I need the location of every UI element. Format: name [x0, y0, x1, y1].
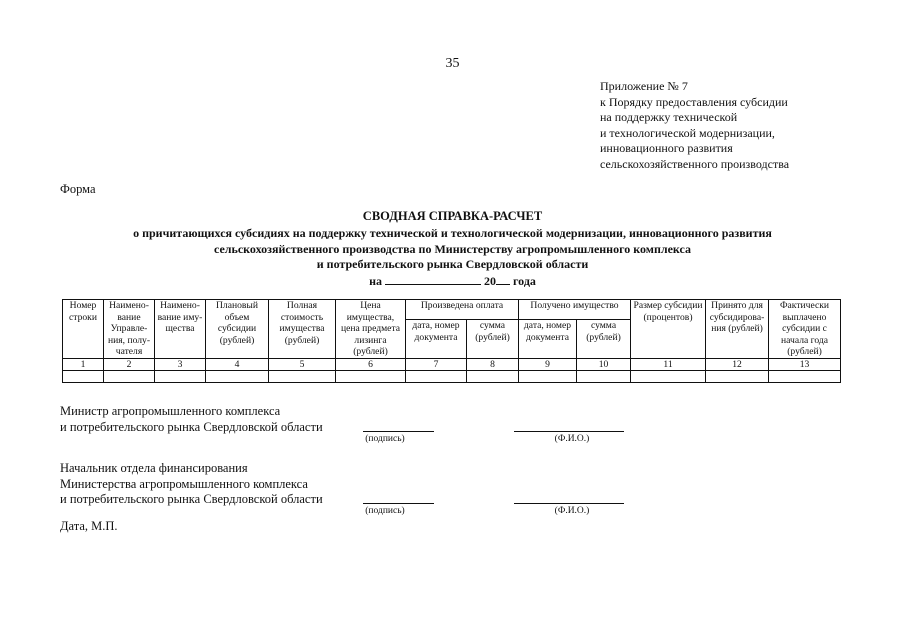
table-row: [63, 370, 841, 382]
header-received-sum: сумма (рублей): [577, 320, 631, 358]
appendix-note: [600, 79, 789, 172]
document-title: СВОДНАЯ СПРАВКА-РАСЧЕТ: [362, 209, 543, 223]
subtitle-line: и потребительского рынка Свердловской области: [316, 257, 589, 271]
subtitle-line: о причитающихся субсидиях на поддержку технической и технологической модернизации, инновационного развития: [133, 226, 772, 240]
header-leasing-price: Цена имущества, цена предмета лизинга (рублей): [336, 300, 406, 359]
table-cell[interactable]: [631, 370, 706, 382]
signature-field[interactable]: [363, 431, 434, 432]
date-prefix: на: [369, 273, 383, 288]
column-number: 2: [104, 358, 155, 370]
signatory-minister: [60, 404, 323, 435]
header-payment-date-doc: дата, номер документа: [406, 320, 467, 358]
appendix-line: инновационного развития: [600, 141, 733, 155]
header-planned-subsidy: Плановый объем субсидии (рублей): [206, 300, 269, 359]
name-caption: (Ф.И.О.): [554, 506, 590, 516]
column-number: 3: [155, 358, 206, 370]
column-number: 8: [467, 358, 519, 370]
table-cell[interactable]: [269, 370, 336, 382]
column-number: 13: [769, 358, 841, 370]
column-number-row: [63, 358, 841, 370]
date-line: [0, 273, 905, 290]
table-cell[interactable]: [336, 370, 406, 382]
signatory-finance-head: [60, 461, 323, 508]
column-number: 9: [519, 358, 577, 370]
table-cell[interactable]: [706, 370, 769, 382]
column-number: 6: [336, 358, 406, 370]
column-number: 12: [706, 358, 769, 370]
appendix-line: к Порядку предоставления субсидии: [600, 94, 788, 109]
table-header-row: [63, 300, 841, 320]
signatory-line: Министр агропромышленного комплекса: [60, 404, 281, 418]
header-payment-made: Произведена оплата: [406, 300, 519, 320]
header-property-name: Наимено-вание иму-щества: [155, 300, 206, 359]
signatory-line: Министерства агропромышленного комплекса: [60, 476, 308, 491]
calculation-table: [62, 299, 841, 383]
header-department: Наимено-вание Управле-ния, полу-чателя: [104, 300, 155, 359]
form-label: Форма: [60, 182, 96, 196]
appendix-line: Приложение № 7: [600, 79, 688, 93]
document-subtitle: [0, 226, 905, 289]
column-number: 11: [631, 358, 706, 370]
name-field[interactable]: [514, 503, 624, 504]
signatory-line: Начальник отдела финансирования: [60, 461, 248, 475]
table-cell[interactable]: [769, 370, 841, 382]
header-full-cost: Полная стоимость имущества (рублей): [269, 300, 336, 359]
signature-caption: (подпись): [365, 434, 405, 444]
year-prefix: 20: [484, 273, 497, 288]
column-number: 5: [269, 358, 336, 370]
column-number: 10: [577, 358, 631, 370]
table-cell[interactable]: [519, 370, 577, 382]
appendix-line: на поддержку технической: [600, 110, 738, 124]
signatory-line: и потребительского рынка Свердловской области: [60, 419, 323, 434]
signature-field[interactable]: [363, 503, 434, 504]
header-accepted-amount: Принято для субсидирова-ния (рублей): [706, 300, 769, 359]
signatory-line: и потребительского рынка Свердловской области: [60, 492, 323, 506]
table-cell[interactable]: [577, 370, 631, 382]
table-cell[interactable]: [104, 370, 155, 382]
table-cell[interactable]: [206, 370, 269, 382]
appendix-line: сельскохозяйственного производства: [600, 156, 790, 171]
column-number: 1: [63, 358, 104, 370]
header-subsidy-percent: Размер субсидии (процентов): [631, 300, 706, 359]
subtitle-line: сельскохозяйственного производства по Министерству агропромышленного комплекса: [213, 241, 692, 256]
header-property-received: Получено имущество: [519, 300, 631, 320]
date-suffix: года: [513, 273, 536, 288]
header-row-number: Номер строки: [63, 300, 104, 359]
appendix-line: и технологической модернизации,: [600, 125, 775, 140]
name-field[interactable]: [514, 431, 624, 432]
name-caption: (Ф.И.О.): [554, 434, 590, 444]
table-cell[interactable]: [63, 370, 104, 382]
header-payment-sum: сумма (рублей): [467, 320, 519, 358]
column-number: 7: [406, 358, 467, 370]
table-cell[interactable]: [467, 370, 519, 382]
signature-caption: (подпись): [365, 506, 405, 516]
date-blank-field[interactable]: [385, 273, 481, 285]
date-stamp-label: Дата, М.П.: [60, 519, 118, 533]
header-received-date-doc: дата, номер документа: [519, 320, 577, 358]
table-cell[interactable]: [155, 370, 206, 382]
table-cell[interactable]: [406, 370, 467, 382]
page-number: 35: [445, 56, 460, 71]
header-paid-ytd: Фактически выплачено субсидии с начала года (рублей): [769, 300, 841, 359]
column-number: 4: [206, 358, 269, 370]
year-blank-field[interactable]: [496, 273, 510, 285]
